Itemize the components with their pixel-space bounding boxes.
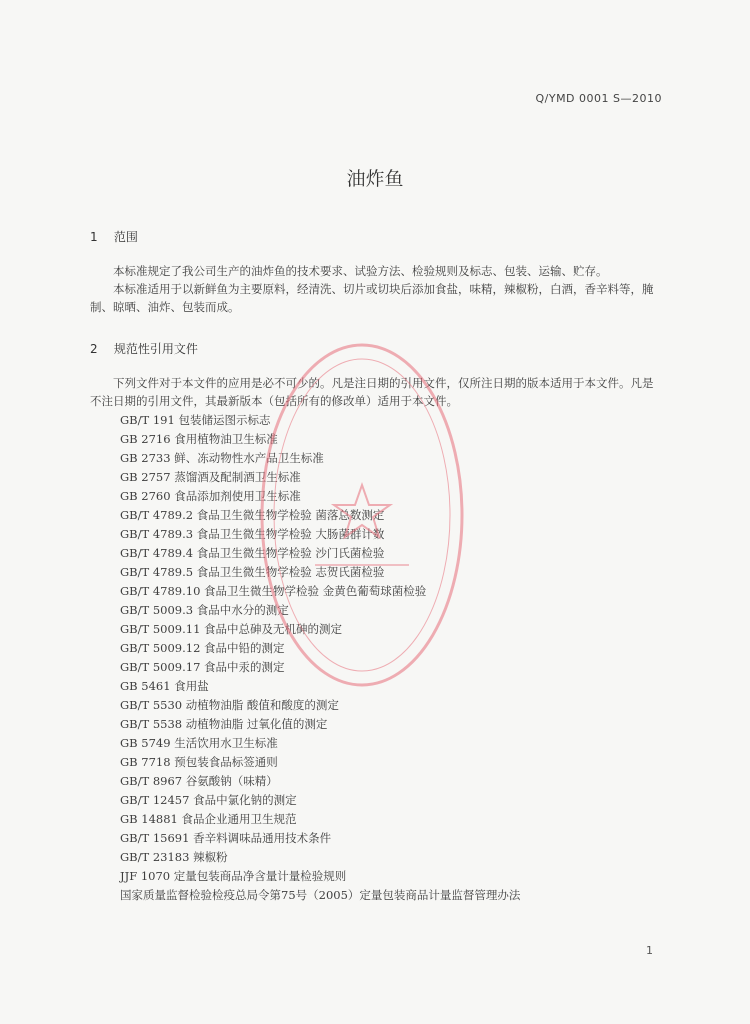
section-title: 规范性引用文件	[113, 342, 198, 356]
reference-item: GB/T 5009.3 食品中水分的测定	[120, 603, 289, 617]
section-title: 范围	[113, 230, 138, 244]
reference-item: GB/T 8967 谷氨酸钠（味精）	[120, 774, 278, 788]
reference-item: GB 5749 生活饮用水卫生标准	[120, 736, 278, 750]
reference-item: GB/T 4789.3 食品卫生微生物学检验 大肠菌群计数	[120, 527, 385, 541]
reference-item: GB/T 12457 食品中氯化钠的测定	[120, 793, 297, 807]
reference-item: GB/T 4789.2 食品卫生微生物学检验 菌落总数测定	[120, 508, 385, 522]
reference-item: GB/T 5009.17 食品中汞的测定	[120, 660, 285, 674]
reference-item: GB 2757 蒸馏酒及配制酒卫生标准	[120, 470, 301, 484]
section-heading-references	[90, 340, 198, 357]
reference-list	[120, 411, 520, 905]
reference-item: 国家质量监督检验检疫总局令第75号（2005）定量包装商品计量监督管理办法	[120, 888, 521, 902]
reference-item: GB/T 15691 香辛料调味品通用技术条件	[120, 831, 332, 845]
reference-item: GB 2733 鲜、冻动物性水产品卫生标准	[120, 451, 324, 465]
scope-paragraph-2: 本标准适用于以新鲜鱼为主要原料，经清洗、切片或切块后添加食盐，味精，辣椒粉，白酒，香辛料等，腌制、晾晒、油炸、包装而成。	[90, 282, 654, 314]
section-number: 2	[90, 342, 98, 356]
reference-item: GB/T 4789.4 食品卫生微生物学检验 沙门氏菌检验	[120, 546, 385, 560]
document-title: 油炸鱼	[346, 168, 404, 190]
reference-item: GB 14881 食品企业通用卫生规范	[120, 812, 297, 826]
reference-item: GB/T 5009.11 食品中总砷及无机砷的测定	[120, 622, 343, 636]
reference-item: GB 2760 食品添加剂使用卫生标准	[120, 489, 301, 503]
section-heading-scope	[90, 228, 138, 245]
section-number: 1	[90, 230, 98, 244]
page-number: 1	[646, 944, 653, 957]
reference-item: GB/T 191 包装储运图示标志	[120, 413, 271, 427]
standard-number: Q/YMD 0001 S—2010	[535, 92, 662, 105]
reference-item: GB 7718 预包装食品标签通则	[120, 755, 278, 769]
scope-paragraph-1: 本标准规定了我公司生产的油炸鱼的技术要求、试验方法、检验规则及标志、包装、运输、贮存。	[113, 264, 608, 278]
references-intro-paragraph: 下列文件对于本文件的应用是必不可少的。凡是注日期的引用文件，仅所注日期的版本适用于本文件。凡是不注日期的引用文件，其最新版本（包括所有的修改单）适用于本文件。	[90, 376, 654, 408]
reference-item: GB/T 5538 动植物油脂 过氧化值的测定	[120, 717, 328, 731]
reference-item: JJF 1070 定量包装商品净含量计量检验规则	[120, 869, 347, 883]
reference-item: GB/T 4789.10 食品卫生微生物学检验 金黄色葡萄球菌检验	[120, 584, 427, 598]
reference-item: GB 2716 食用植物油卫生标准	[120, 432, 278, 446]
reference-item: GB/T 23183 辣椒粉	[120, 850, 228, 864]
reference-item: GB/T 5009.12 食品中铅的测定	[120, 641, 285, 655]
reference-item: GB/T 4789.5 食品卫生微生物学检验 志贺氏菌检验	[120, 565, 385, 579]
reference-item: GB/T 5530 动植物油脂 酸值和酸度的测定	[120, 698, 339, 712]
reference-item: GB 5461 食用盐	[120, 679, 209, 693]
